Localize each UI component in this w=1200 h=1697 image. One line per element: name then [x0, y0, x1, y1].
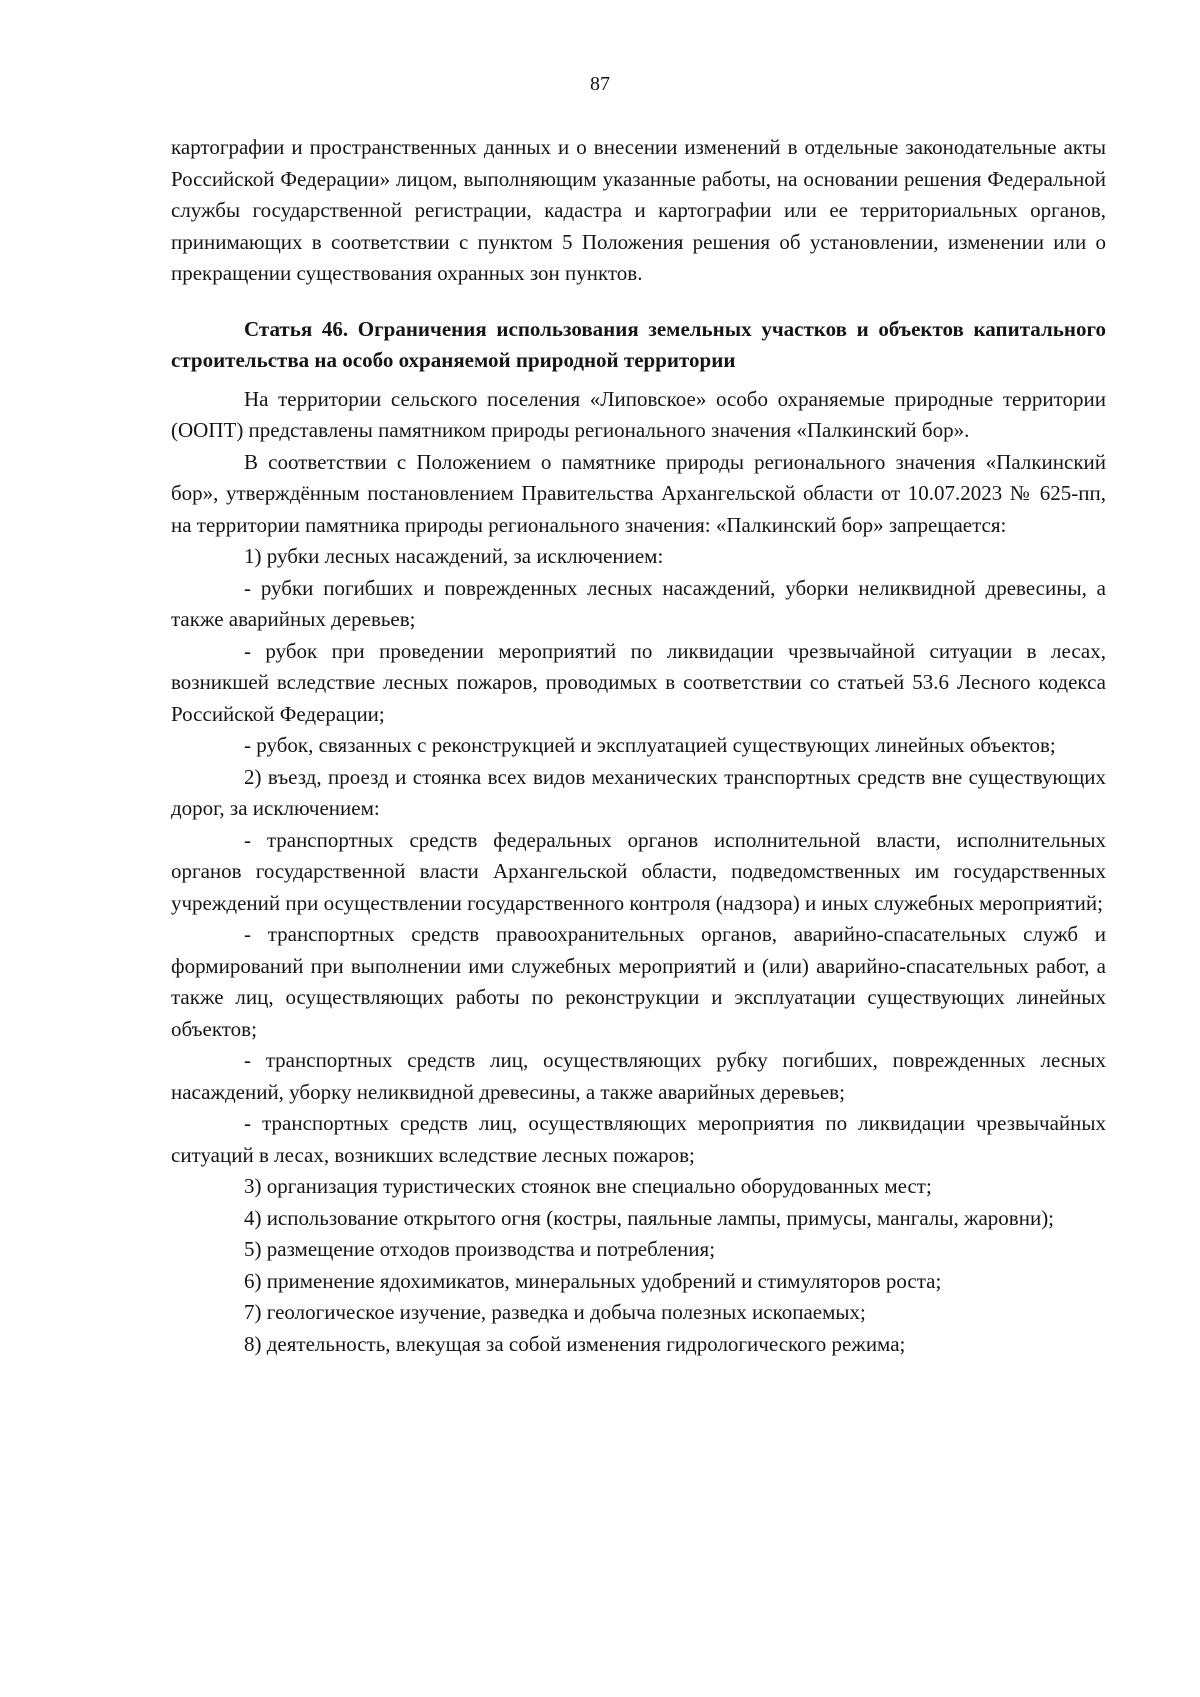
list-item: 6) применение ядохимикатов, минеральных удобрений и стимуляторов роста;: [244, 1268, 942, 1293]
page-number: 87: [590, 73, 610, 95]
document-body: [171, 132, 1106, 1360]
list-subitem: - рубок при проведении мероприятий по ликвидации чрезвычайной ситуации в лесах, возникшей вследствие лесных пожаров, проводимых в соответствии со статьей 53.6 Лесного кодекса Российской Федерации;: [171, 638, 1106, 726]
list-item: 8) деятельность, влекущая за собой изменения гидрологического режима;: [244, 1331, 906, 1356]
list-subitem: - рубок, связанных с реконструкцией и эксплуатацией существующих линейных объектов;: [244, 733, 1056, 757]
list-item: 4) использование открытого огня (костры, паяльные лампы, примусы, мангалы, жаровни);: [244, 1205, 1055, 1230]
article-heading: Статья 46. Ограничения использования земельных участков и объектов капитального строительства на особо охраняемой природной территории: [171, 316, 1106, 372]
list-item: 7) геологическое изучение, разведка и добыча полезных ископаемых;: [244, 1300, 866, 1324]
article-paragraph: На территории сельского поселения «Липовское» особо охраняемые природные территории (ООПТ) представлены памятником природы регионального значения «Палкинский бор».: [171, 386, 1106, 442]
list-subitem: - транспортных средств федеральных органов исполнительной власти, исполнительных органов государственной власти Архангельской области, подведомственных им государственных учреждений при осуществлении государственного контроля (надзора) и иных служебных мероприятий;: [171, 827, 1106, 915]
article-paragraph: В соответствии с Положением о памятнике природы регионального значения «Палкинский бор», утверждённым постановлением Правительства Архангельской области от 10.07.2023 № 625-пп, на территории памятника природы регионального значения: «Палкинский бор» запрещается:: [171, 449, 1106, 537]
list-item: 1) рубки лесных насаждений, за исключением:: [244, 544, 664, 568]
list-subitem: - транспортных средств лиц, осуществляющих рубку погибших, поврежденных лесных насаждений, уборку неликвидной древесины, а также аварийных деревьев;: [171, 1048, 1106, 1104]
list-subitem: - транспортных средств лиц, осуществляющих мероприятия по ликвидации чрезвычайных ситуаций в лесах, возникших вследствие лесных пожаров;: [171, 1111, 1106, 1167]
intro-paragraph: картографии и пространственных данных и о внесении изменений в отдельные законодательные акты Российской Федерации» лицом, выполняющим указанные работы, на основании решения Федеральной службы государственной регистрации, кадастра и картографии или ее территориальных органов, принимающих в соответствии с пунктом 5 Положения решения об установлении, изменении или о прекращении существования охранных зон пунктов.: [171, 135, 1106, 285]
list-subitem: - транспортных средств правоохранительных органов, аварийно-спасательных служб и формирований при выполнении ими служебных мероприятий и (или) аварийно-спасательных работ, а также лиц, осуществляющих работы по реконструкции и эксплуатации существующих линейных объектов;: [171, 922, 1106, 1041]
list-subitem: - рубки погибших и поврежденных лесных насаждений, уборки неликвидной древесины, а также аварийных деревьев;: [171, 575, 1106, 631]
list-item: 2) въезд, проезд и стоянка всех видов механических транспортных средств вне существующих дорог, за исключением:: [171, 764, 1106, 820]
list-item: 5) размещение отходов производства и потребления;: [244, 1237, 716, 1261]
list-item: 3) организация туристических стоянок вне специально оборудованных мест;: [244, 1174, 932, 1198]
